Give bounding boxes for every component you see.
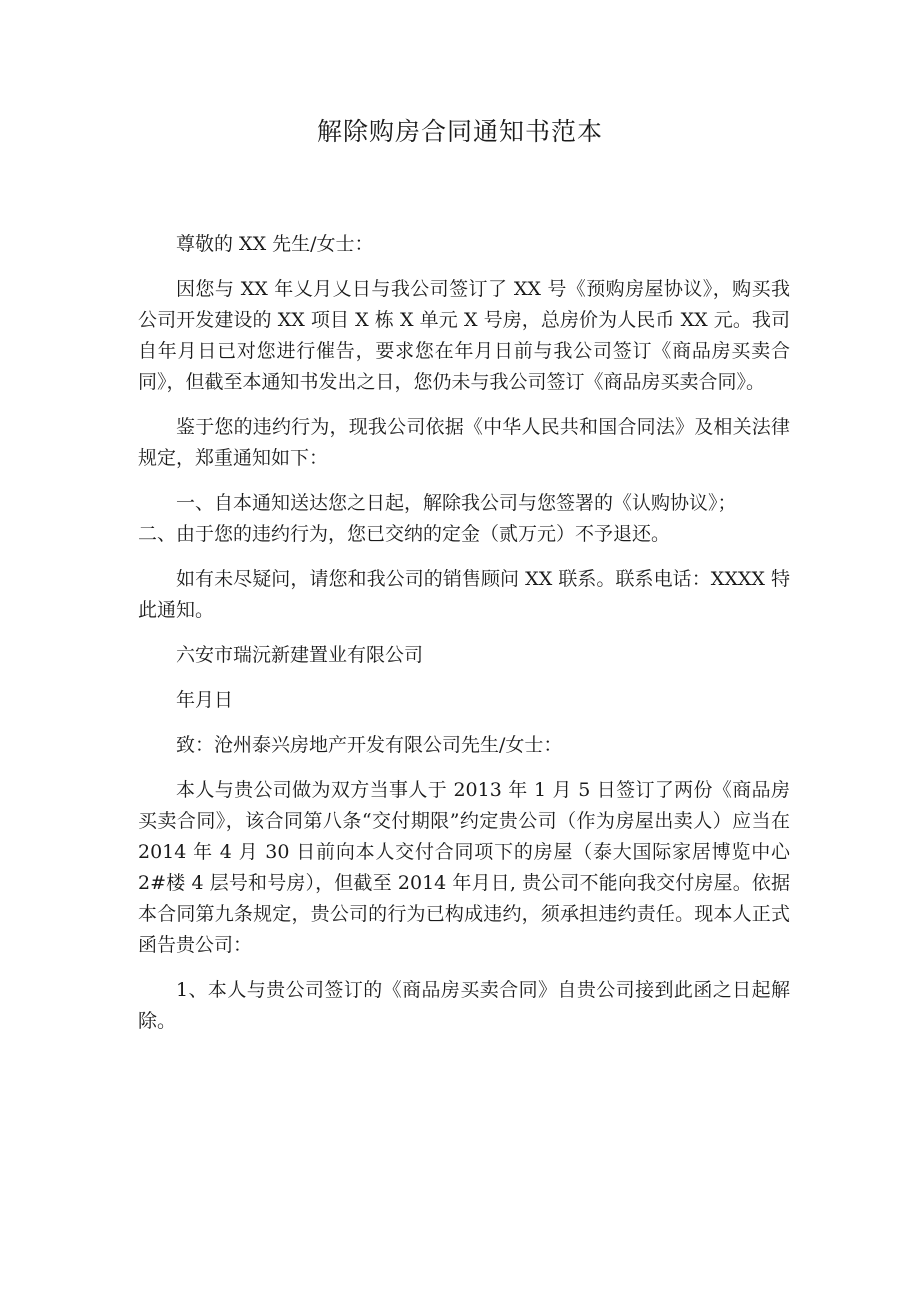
- notice-item-2: 二、由于您的违约行为，您已交纳的定金（贰万元）不予退还。: [138, 523, 671, 545]
- paragraph-notice-intro: 鉴于您的违约行为，现我公司依据《中华人民共和国合同法》及相关法律规定，郑重通知如下：: [138, 416, 790, 469]
- paragraph-breach: 本人与贵公司做为双方当事人于 2013 年 1 月 5 日签订了两份《商品房买卖合同》，该合同第八条“交付期限”约定贵公司（作为房屋出卖人）应当在 2014 年 4 月 30 日前向本人交付合同项下的房屋（泰大国际家居博览中心 2#楼 4 层号和号房），但截至 2014 年月日, 贵公司不能向我交付房屋。依据本合同第九条规定，贵公司的行为已构成违约，须承担违约责任。现本人正式函告贵公司：: [138, 779, 790, 956]
- paragraph-background: 因您与 XX 年乂月乂日与我公司签订了 XX 号《预购房屋协议》，购买我公司开发建设的 XX 项目 X 栋 X 单元 X 号房，总房价为人民币 XX 元。我司自年月日已对您进行催告，要求您在年月日前与我公司签订《商品房买卖合同》，但截至本通知书发出之日，您仍未与我公司签订《商品房买卖合同》。: [138, 278, 790, 393]
- notice-item-1: 一、自本通知送达您之日起，解除我公司与您签署的《认购协议》；: [176, 492, 737, 514]
- document-title: 解除购房合同通知书范本: [316, 117, 603, 146]
- letter-recipient: 致：沧州泰兴房地产开发有限公司先生/女士：: [176, 734, 563, 756]
- signature-date: 年月日: [176, 689, 234, 711]
- document-body: [138, 229, 790, 1051]
- termination-item-1: 1、本人与贵公司签订的《商品房买卖合同》自贵公司接到此函之日起解除。: [138, 979, 790, 1032]
- signature-company: 六安市瑞沅新建置业有限公司: [176, 644, 424, 666]
- salutation: 尊敬的 XX 先生/女士：: [176, 233, 374, 255]
- paragraph-contact: 如有未尽疑问，请您和我公司的销售顾问 XX 联系。联系电话：XXXX 特此通知。: [138, 568, 790, 621]
